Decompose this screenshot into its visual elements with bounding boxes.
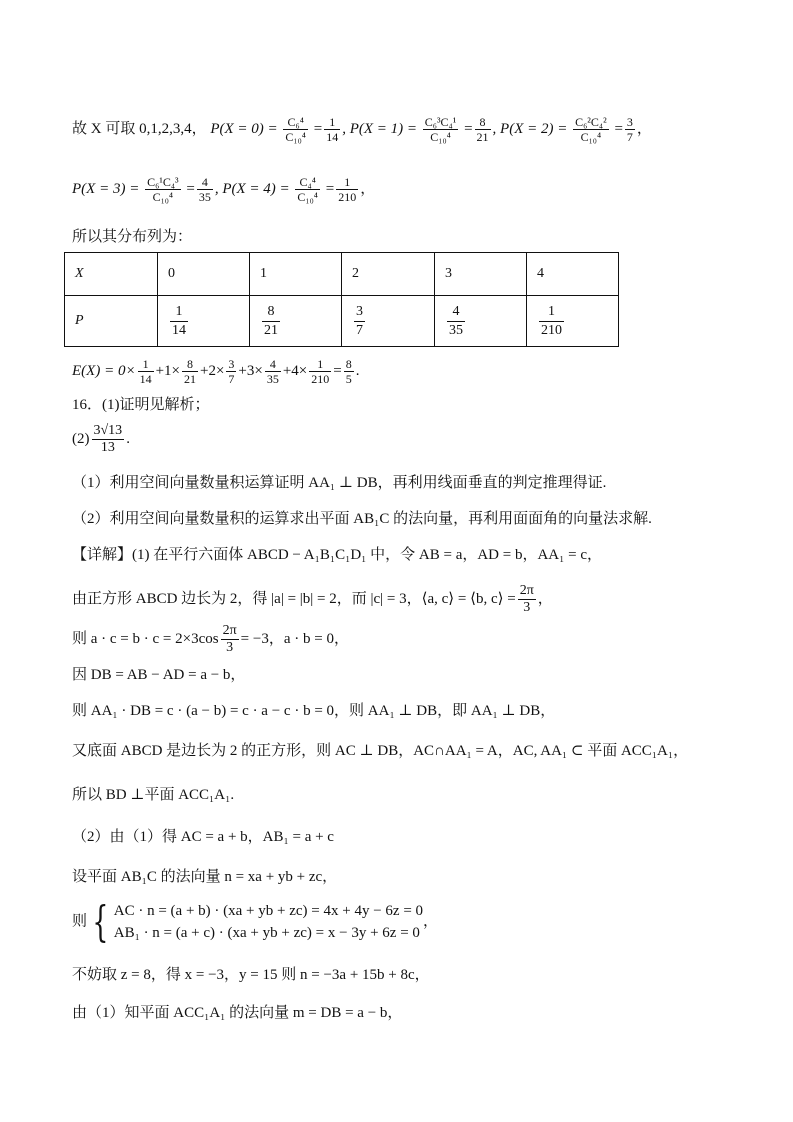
text: E(X) = 0× [72,362,136,379]
table-row [65,296,619,347]
detail-11: 由（1）知平面 ACC₁A₁ 的法向量 m = DB = a − b， [72,1005,403,1021]
fraction: $\frac{3}{7}$ [356,303,363,338]
detail-6: 又底面 ABCD 是边长为 2 的正方形，则 AC ⊥ DB，AC∩AA₁ = A，AC, AA₁ ⊂ 平面 ACC₁A₁， [72,743,689,759]
table-cell [527,296,619,347]
detail-1: 【详解】(1) 在平行六面体 ABCD − A₁B₁C₁D₁ 中，令 AB = a，AD = b，AA₁ = c， [72,547,602,563]
table-cell: 2 [342,253,435,296]
fraction: $\frac{8}{5}$ [345,357,352,386]
text: 由正方形 ABCD 边长为 2，得 |a| = |b| = 2，而 |c| = 3，⟨a, c⟩ = ⟨b, c⟩ = [72,590,516,607]
table-cell [435,296,527,347]
text: . [355,362,360,379]
table-cell: P [65,296,158,347]
fraction: $\frac{3}{7}$ [228,357,235,386]
fraction: $\frac{8}{21}$ [476,115,489,144]
fraction: $\frac{1}{210}$ [311,357,330,386]
text: , P(X = 1) = [342,120,417,137]
detail-5: 则 AA₁ · DB = c · (a − b) = c · a − c · b = 0，则 AA₁ ⊥ DB，即 AA₁ ⊥ DB， [72,703,556,719]
fraction: $\frac{2\pi}{3}$ [519,583,534,615]
text: (2) [72,430,90,447]
text: 则 a · c = b · c = 2×3cos [72,630,219,647]
fraction: $\frac{\text{C₆⁴}}{\text{C₁₀⁴}}$ [285,115,306,144]
text: , P(X = 2) = [492,120,568,137]
hint-1: （1）利用空间向量数量积运算证明 AA₁ ⊥ DB，再利用线面垂直的判定推理得证. [72,475,607,491]
distribution-intro: 所以其分布列为： [72,229,193,245]
detail-9: 设平面 AB₁C 的法向量 n = xa + yb + zc， [72,869,338,885]
table-cell [158,296,250,347]
detail-10: 不妨取 z = 8，得 x = −3，y = 15 则 n = −3a + 15b + 8c， [72,967,430,983]
detail-4: 因 DB = AB − AD = a − b， [72,667,246,683]
table-cell [250,296,342,347]
equation-row: AB₁ · n = (a + c) · (xa + yb + zc) = x − 3y + 6z = 0 [113,925,420,941]
text: P(X = 3) = [72,180,140,197]
fraction: $\frac{3}{7}$ [626,115,633,144]
text: 故 X 可取 0,1,2,3,4， [72,120,207,137]
fraction: $\frac{\text{C₄⁴}}{\text{C₁₀⁴}}$ [297,175,318,204]
equation-system [72,897,439,946]
hint-2: （2）利用空间向量数量积的运算求出平面 AB₁C 的法向量，再利用面面角的向量法求解. [72,511,652,527]
fraction: $\frac{1}{14}$ [139,357,152,386]
equation-row: AC · n = (a + b) · (xa + yb + zc) = 4x + 4y − 6z = 0 [113,903,424,919]
fraction: $\frac{\text{C₆³C₄¹}}{\text{C₁₀⁴}}$ [424,115,457,144]
text: = [333,362,342,379]
table-cell: 3 [435,253,527,296]
table-row [65,253,619,296]
fraction: $\frac{2\pi}{3}$ [222,623,237,655]
text: = −3，a · b = 0， [240,630,349,647]
fraction: $\frac{4}{35}$ [198,175,211,204]
fraction: $\frac{1}{210}$ [338,175,357,204]
fraction: $\frac{4}{35}$ [266,357,279,386]
fraction: $\frac{1}{14}$ [172,303,186,338]
fraction: $\frac{\text{C₆²C₄²}}{\text{C₁₀⁴}}$ [575,115,607,144]
text: . [126,430,130,447]
detail-8: （2）由（1）得 AC = a + b，AB₁ = a + c [72,829,334,845]
left-brace: { [92,897,109,946]
text: +4× [282,362,308,379]
table-cell [342,296,435,347]
text: ， [423,913,439,930]
q16-part2 [72,424,130,455]
text: , P(X = 4) = [214,180,290,197]
text: ， [636,120,652,137]
detail-2 [72,584,553,615]
fraction: $\frac{4}{35}$ [449,303,463,338]
fraction: $\frac{\text{C₆¹C₄³}}{\text{C₁₀⁴}}$ [147,175,179,204]
detail-7: 所以 BD ⊥平面 ACC₁A₁. [72,787,235,803]
fraction: $\frac{1}{14}$ [326,115,339,144]
text: P(X = 0) = [210,120,278,137]
line-prob-0-2: 故 X 可取 0,1,2,3,4， P(X = 0) = $\frac{\text{C₆⁴}}{\text{C₁₀⁴}}$ = $\frac{1}{14}$ , P(X = 1) = $\frac{\text{C₆³C₄¹}}{\text{C₁₀⁴}}$ = $\frac{8}{21}$ , P(X = 2) = $\frac{\text{C₆²C₄²}}{\text{C₁₀⁴}}$ = $\frac{3}{7}$ ， [72,115,652,144]
text: ， [360,180,376,197]
fraction: $\frac{3√13}{13}$ [93,423,123,455]
line-prob-3-4: P(X = 3) = $\frac{\text{C₆¹C₄³}}{\text{C₁₀⁴}}$ = $\frac{4}{35}$ , P(X = 4) = $\frac{\text{C₄⁴}}{\text{C₁₀⁴}}$ = $\frac{1}{210}$ ， [72,175,376,204]
text: +2× [199,362,225,379]
distribution-table [64,252,619,347]
q16-part1: 16．(1)证明见解析； [72,397,210,413]
text: +1× [155,362,180,379]
text: ， [537,590,553,607]
fraction: $\frac{8}{21}$ [183,357,196,386]
fraction: $\frac{8}{21}$ [264,303,278,338]
system-rows [114,900,423,944]
text: +3× [238,362,263,379]
table-cell: X [65,253,158,296]
table-cell: 0 [158,253,250,296]
fraction: $\frac{1}{210}$ [541,303,562,338]
table-cell: 4 [527,253,619,296]
expectation-line [72,358,359,385]
table-cell: 1 [250,253,342,296]
detail-3 [72,624,349,655]
text: 则 [72,913,88,930]
